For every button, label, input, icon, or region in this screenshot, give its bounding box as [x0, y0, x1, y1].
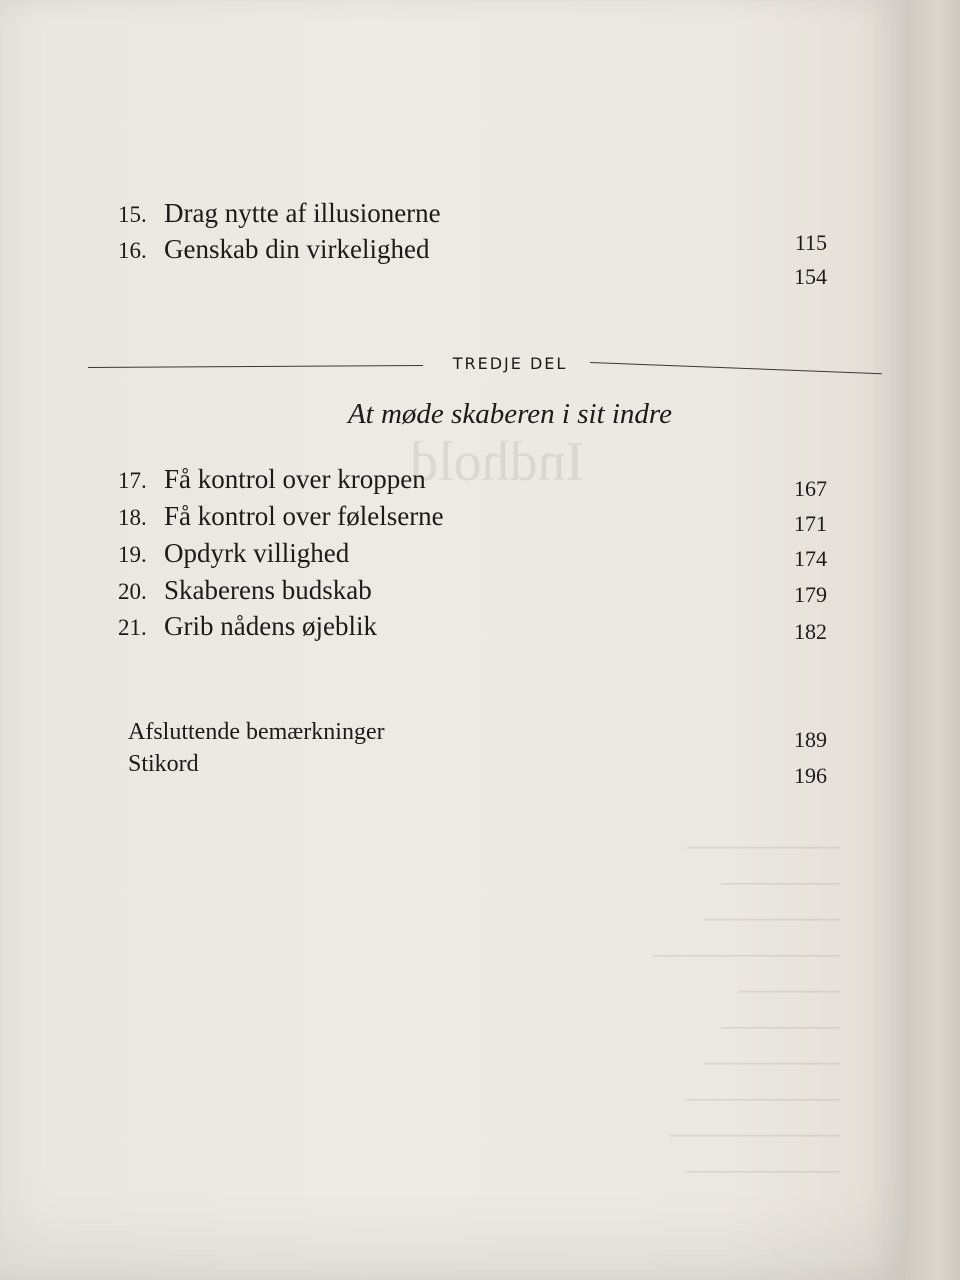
toc-page-number: 182 [794, 619, 827, 644]
toc-page-number: 171 [794, 511, 827, 536]
toc-entry-closing-remarks[interactable] [128, 716, 385, 748]
toc-entry-title: Stikord [128, 751, 199, 777]
book-page-edge [905, 0, 960, 1280]
toc-page-number: 115 [794, 230, 827, 255]
toc-entry-title: Opdyrk villighed [164, 538, 350, 568]
toc-entry-number: 16. [118, 238, 147, 263]
toc-entry-title: Genskab din virkelighed [164, 234, 430, 264]
toc-entry-index[interactable] [128, 748, 199, 780]
toc-entry-number: 15. [118, 202, 147, 227]
toc-entry-title: Afsluttende bemærkninger [128, 719, 385, 745]
toc-entry-title: Skaberens budskab [164, 575, 372, 605]
toc-entry-15[interactable] [118, 195, 883, 231]
show-through-lines: ───────── ─────── ──────── ─────────── ────── ─────── ──────── ───────── ────────── ───────── [652, 835, 840, 1185]
toc-entry-title: Grib nådens øjeblik [164, 611, 377, 641]
part-heading [88, 350, 883, 390]
toc-page-number: 174 [794, 546, 827, 571]
divider-rule [590, 362, 882, 374]
toc-entry-number: 18. [118, 505, 147, 530]
show-through-heading: Indhold [410, 431, 585, 493]
toc-page-number: 154 [794, 264, 827, 289]
part-title: At møde skaberen i sit indre [347, 398, 673, 430]
toc-page-number: 196 [794, 763, 827, 788]
toc-page-number: 189 [794, 727, 827, 752]
toc-entry-title: Drag nytte af illusionerne [164, 198, 441, 228]
part-label: TREDJE DEL [452, 354, 568, 373]
divider-rule [88, 365, 423, 368]
toc-entry-title: Få kontrol over kroppen [164, 464, 426, 494]
toc-entry-number: 20. [118, 579, 147, 604]
toc-entry-number: 19. [118, 542, 147, 567]
toc-page-number: 167 [794, 476, 827, 501]
toc-entry-number: 17. [118, 468, 147, 493]
toc-entry-title: Få kontrol over følelserne [164, 501, 444, 531]
toc-entry-number: 21. [118, 615, 147, 640]
toc-page-number: 179 [794, 582, 827, 607]
